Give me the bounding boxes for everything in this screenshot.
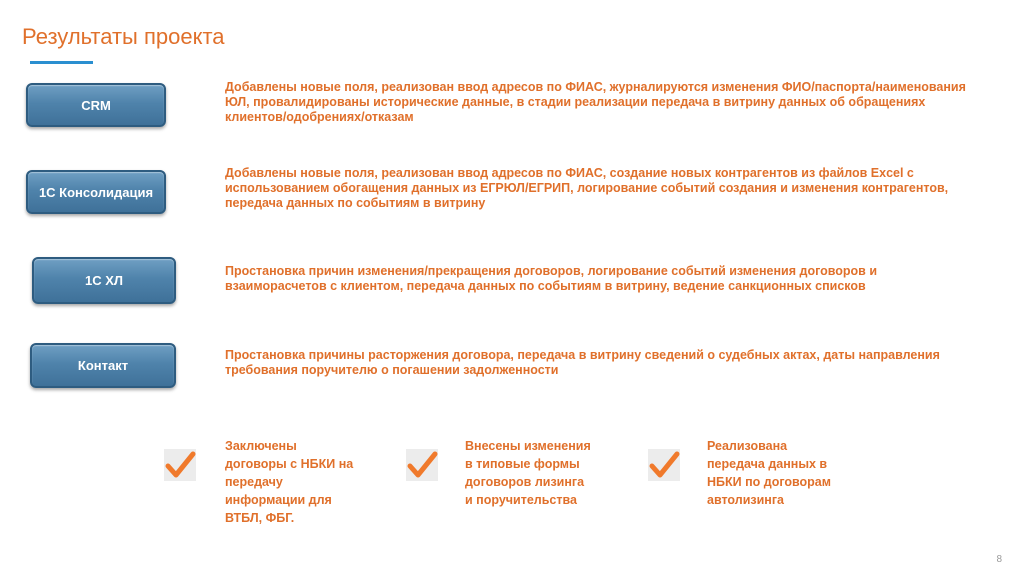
1c-hl-description: Простановка причин изменения/прекращения договоров, логирование событий изменения договоров и взаиморасчетов с клиентом, передача данных по событиям в витрину, ведение санкционных списков <box>225 264 878 293</box>
1c-hl-button-label: 1С ХЛ <box>84 273 124 288</box>
1c-consolidation-button[interactable] <box>26 170 166 214</box>
kontakt-button[interactable] <box>30 343 176 388</box>
1c-consolidation-button-label: 1С Консолидация <box>38 184 154 200</box>
crm-description: Добавлены новые поля, реализован ввод адресов по ФИАС, журналируются изменения ФИО/паспорта/наименования ЮЛ, провалидированы исторические данные, в стадии реализации передача в витрину данных об обращениях клиентов/одобрениях/отказам <box>225 80 966 124</box>
1c-consolidation-description: Добавлены новые поля, реализован ввод адресов по ФИАС, создание новых контрагентов из файлов Excel с использованием обогащения данных из ЕГРЮЛ/ЕГРИП, логирование событий создания и изменения контрагентов, передача данных по событиям в витрину <box>225 166 949 210</box>
page-title: Результаты проекта <box>22 24 225 49</box>
checkmark-icon <box>647 448 681 482</box>
kontakt-button-label: Контакт <box>77 358 129 373</box>
achievement-nbki-contracts: Заключены договоры с НБКИ на передачу информации для ВТБЛ, ФБГ. <box>225 439 354 525</box>
crm-button[interactable] <box>26 83 166 127</box>
title-underline <box>30 61 93 64</box>
1c-hl-button[interactable] <box>32 257 176 304</box>
achievement-nbki-transfer: Реализована передача данных в НБКИ по договорам автолизинга <box>707 439 831 507</box>
kontakt-description: Простановка причины расторжения договора, передача в витрину сведений о судебных актах, даты направления требования поручителю о погашении задолженности <box>225 348 940 377</box>
page-number: 8 <box>996 554 1002 565</box>
checkmark-icon <box>405 448 439 482</box>
achievement-contract-forms: Внесены изменения в типовые формы договоров лизинга и поручительства <box>465 439 591 507</box>
crm-button-label: CRM <box>81 97 111 113</box>
checkmark-icon <box>163 448 197 482</box>
